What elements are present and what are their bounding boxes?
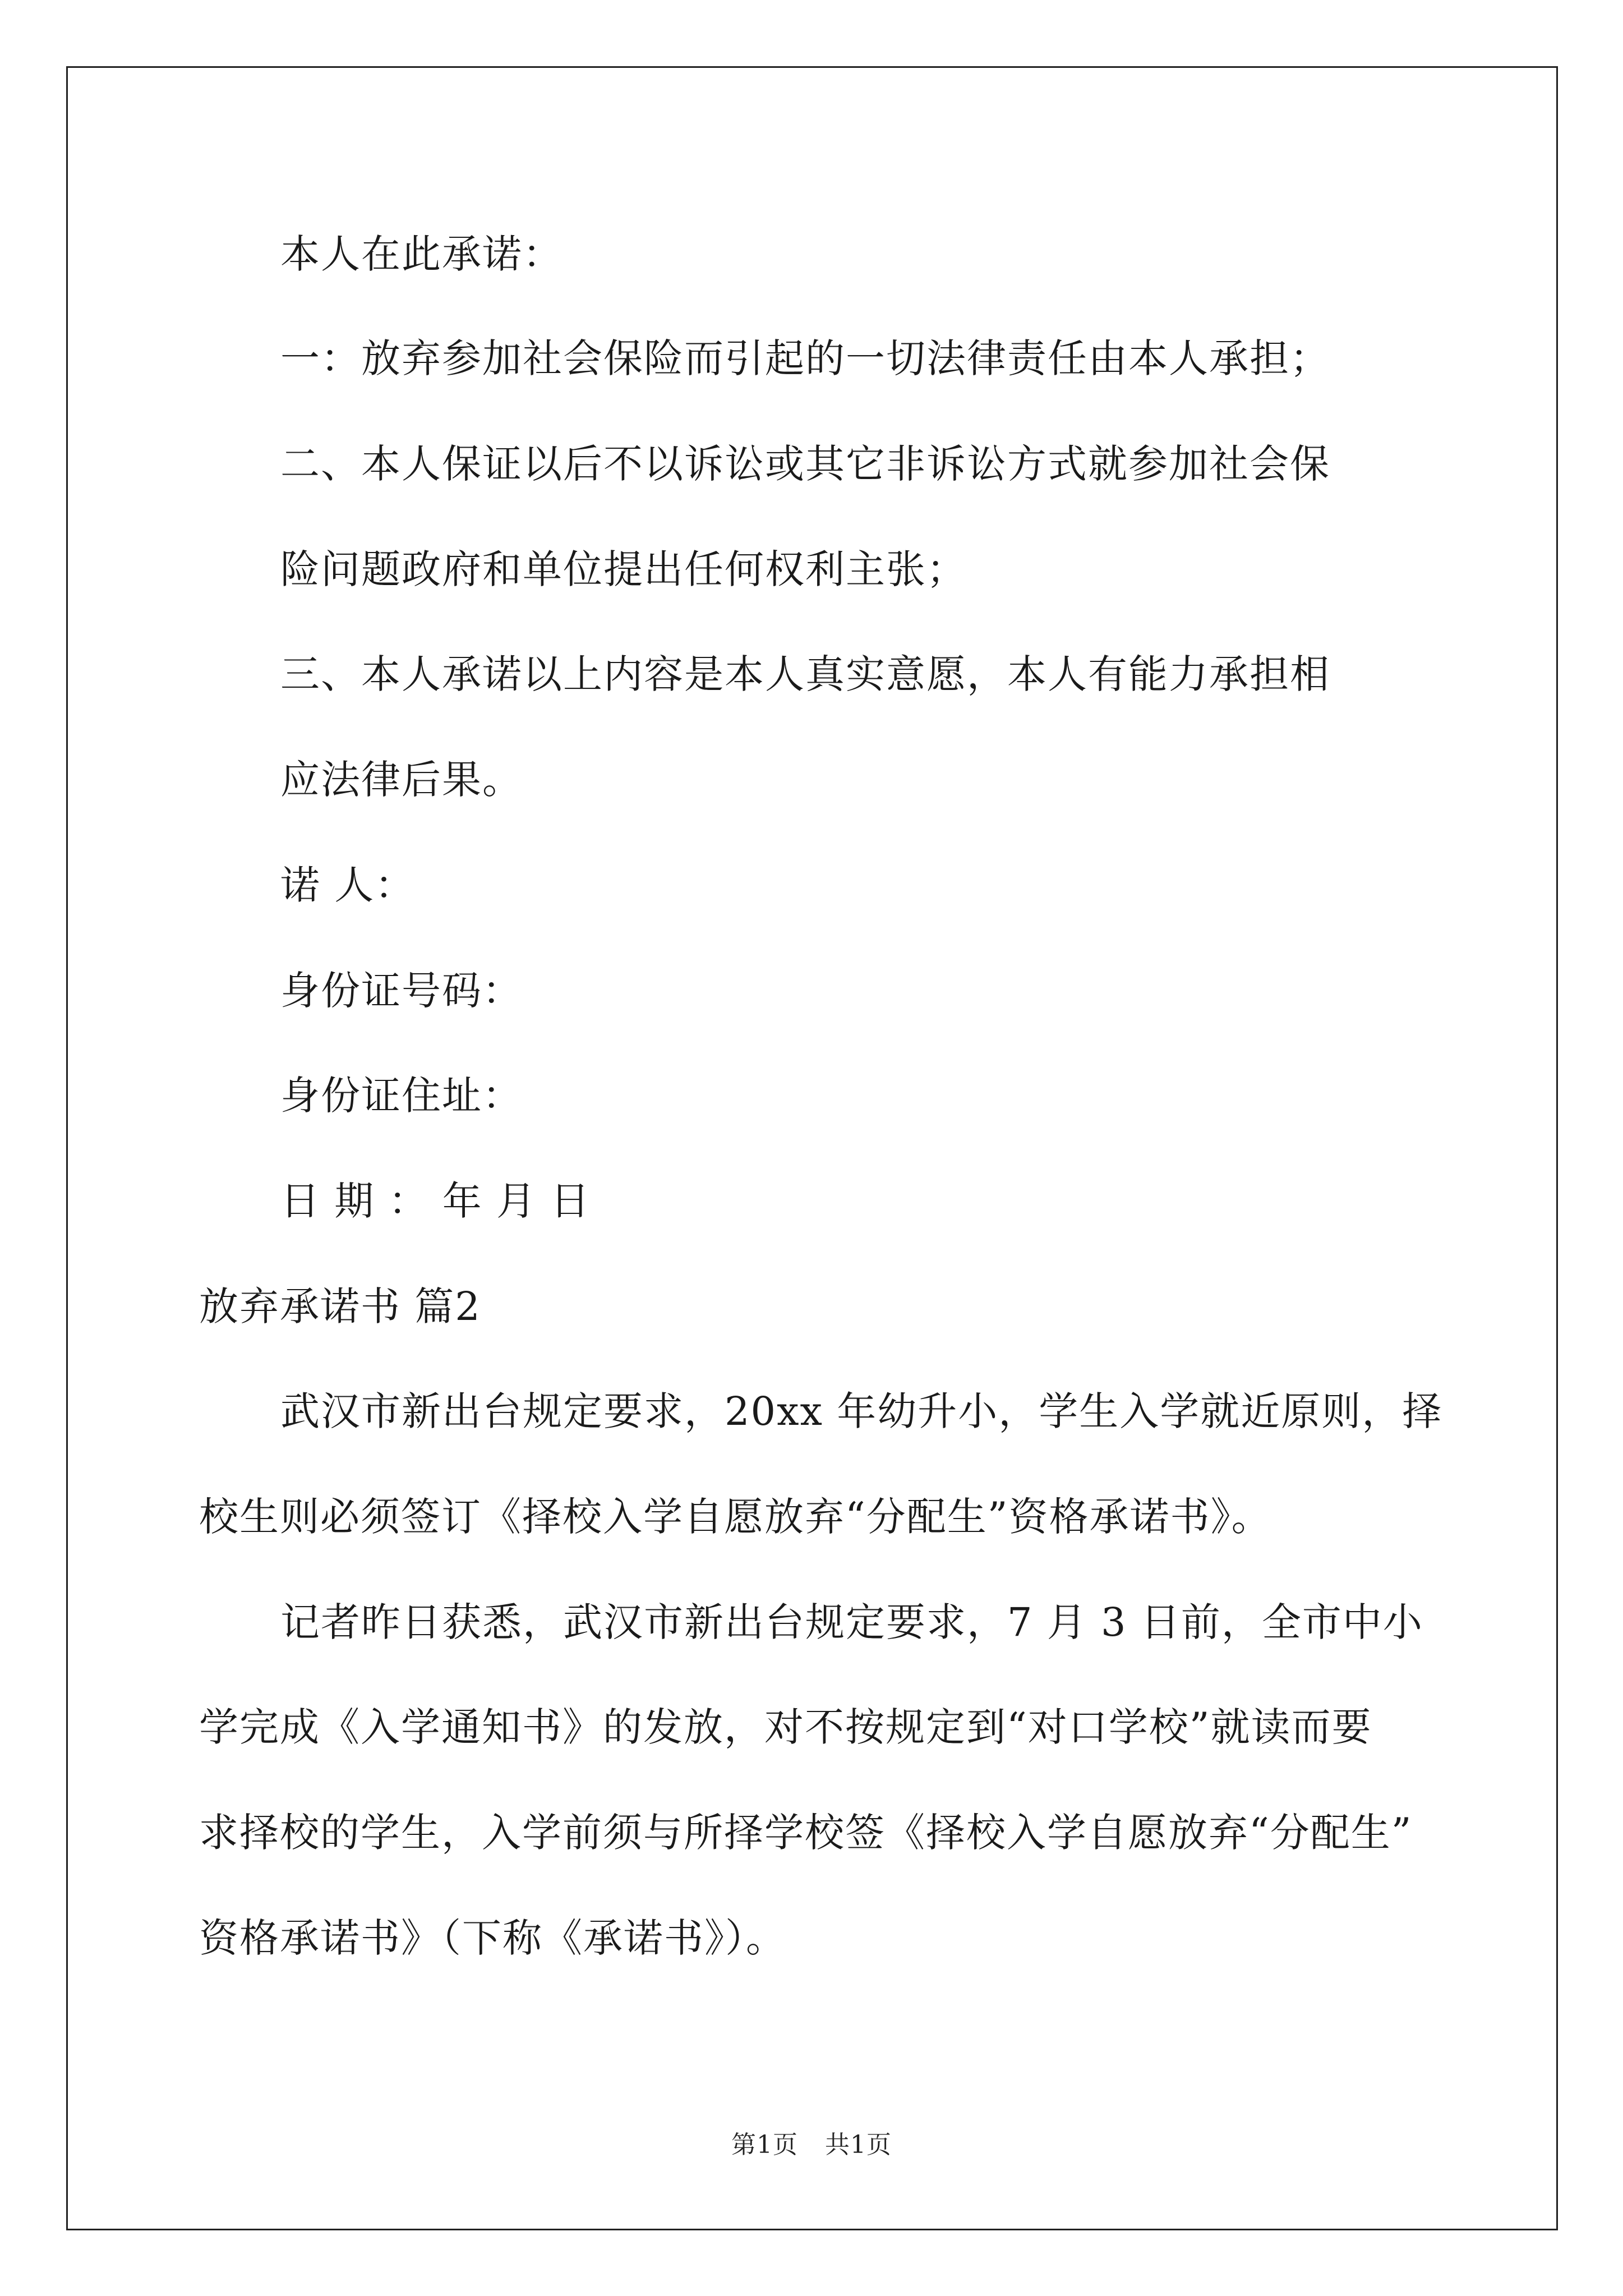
text-line: 资格承诺书》（下称《承诺书》）。 (199, 1915, 786, 1961)
text-line: 武汉市新出台规定要求，20xx 年幼升小，学生入学就近原则，择 (280, 1388, 1443, 1434)
page-total: 共1页 (825, 2131, 892, 2159)
id-number-label: 身份证号码： (280, 968, 523, 1014)
signer-label: 诺 人： (280, 862, 416, 908)
text-line: 二、本人保证以后不以诉讼或其它非诉讼方式就参加社会保 (280, 441, 1330, 487)
text-line: 险问题政府和单位提出任何权利主张； (280, 546, 967, 592)
text-line: 求择校的学生，入学前须与所择学校签《择校入学自愿放弃“分配生” (199, 1810, 1413, 1856)
date-label: 日 期 ： 年 月 日 (280, 1178, 591, 1224)
section-heading: 放弃承诺书 篇2 (199, 1283, 481, 1329)
page-footer (0, 2133, 1623, 2157)
text-line: 一：放弃参加社会保险而引起的一切法律责任由本人承担； (280, 335, 1330, 381)
text-line: 三、本人承诺以上内容是本人真实意愿，本人有能力承担相 (280, 651, 1330, 697)
page-border (66, 66, 1558, 2230)
id-address-label: 身份证住址： (280, 1073, 523, 1119)
text-line: 学完成《入学通知书》的发放，对不按规定到“对口学校”就读而要 (199, 1704, 1372, 1750)
text-line: 校生则必须签订《择校入学自愿放弃“分配生”资格承诺书》。 (199, 1494, 1272, 1540)
page-number: 第1页 (731, 2131, 798, 2159)
text-line: 应法律后果。 (280, 757, 523, 803)
text-line: 本人在此承诺： (280, 231, 563, 277)
text-line: 记者昨日获悉，武汉市新出台规定要求，7 月 3 日前，全市中小 (280, 1599, 1423, 1645)
